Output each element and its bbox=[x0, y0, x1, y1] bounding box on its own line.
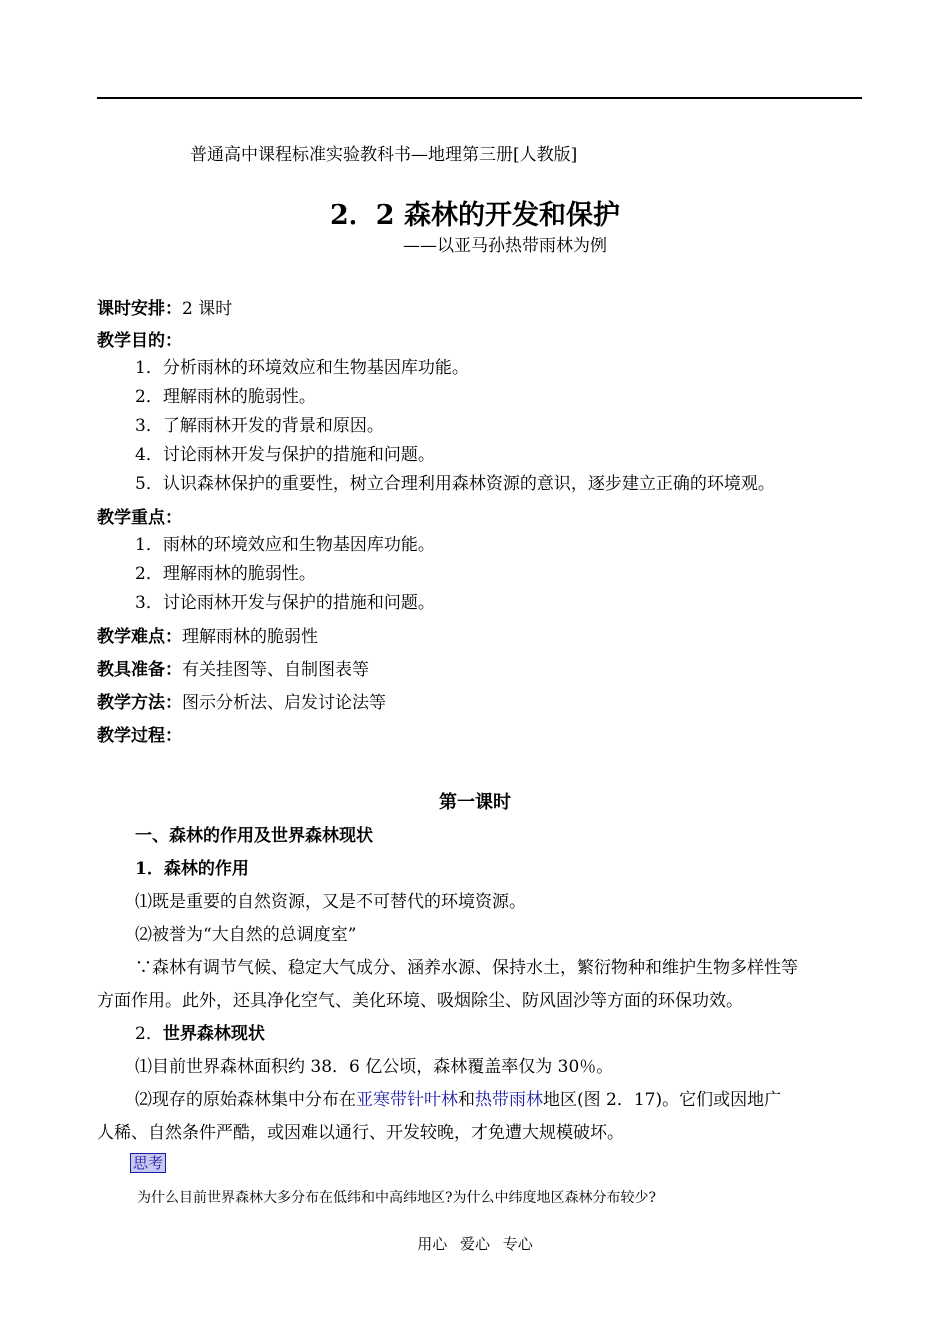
subsection-heading: 1．森林的作用 bbox=[135, 859, 249, 879]
objective-item: 2．理解雨林的脆弱性。 bbox=[135, 387, 316, 407]
objective-item: 1．分析雨林的环境效应和生物基因库功能。 bbox=[135, 358, 469, 378]
header-rule bbox=[97, 97, 862, 99]
subsection-title: 世界森林现状 bbox=[162, 1024, 265, 1044]
schedule-line bbox=[97, 294, 232, 319]
textbook-header: 普通高中课程标准实验教科书—地理第三册[人教版] bbox=[190, 145, 578, 165]
key-points-label: 教学重点： bbox=[97, 508, 182, 528]
difficulty-line bbox=[97, 622, 318, 647]
schedule-label: 课时安排： bbox=[97, 299, 182, 319]
text-segment: 地区(图 2．17)。它们或因地广 bbox=[543, 1090, 782, 1110]
paragraph: ∵森林有调节气候、稳定大气成分、涵养水源、保持水土，繁衍物种和维护生物多样性等 bbox=[135, 958, 798, 978]
text-segment: ⑵现存的原始森林集中分布在 bbox=[135, 1090, 356, 1110]
page-footer: 用心 爱心 专心 bbox=[417, 1235, 533, 1253]
subsection-heading-2 bbox=[135, 1019, 265, 1044]
paragraph: ⑴目前世界森林面积约 38．6 亿公顷，森林覆盖率仅为 30％。 bbox=[135, 1057, 614, 1077]
key-point-item: 3．讨论雨林开发与保护的措施和问题。 bbox=[135, 593, 435, 613]
section-heading: 一、森林的作用及世界森林现状 bbox=[135, 826, 373, 846]
tools-line bbox=[97, 655, 369, 680]
key-point-item: 1．雨林的环境效应和生物基因库功能。 bbox=[135, 535, 435, 555]
process-heading bbox=[97, 721, 182, 746]
process-label: 教学过程： bbox=[97, 726, 182, 746]
methods-value: 图示分析法、启发讨论法等 bbox=[182, 693, 386, 713]
paragraph-continuation: 方面作用。此外，还具净化空气、美化环境、吸烟除尘、防风固沙等方面的环保功效。 bbox=[97, 991, 743, 1011]
link-taiga[interactable]: 亚寒带针叶林 bbox=[356, 1090, 458, 1110]
tools-label: 教具准备： bbox=[97, 660, 182, 680]
paragraph: ⑴既是重要的自然资源，又是不可替代的环境资源。 bbox=[135, 892, 526, 912]
methods-label: 教学方法： bbox=[97, 693, 182, 713]
link-rainforest[interactable]: 热带雨林 bbox=[475, 1090, 543, 1110]
text-segment: 和 bbox=[458, 1090, 475, 1110]
schedule-value: 2 课时 bbox=[182, 299, 233, 319]
key-point-item: 2．理解雨林的脆弱性。 bbox=[135, 564, 316, 584]
page-title: 2．2 森林的开发和保护 bbox=[330, 200, 620, 231]
methods-line bbox=[97, 688, 386, 713]
lesson-title: 第一课时 bbox=[439, 792, 511, 813]
paragraph-continuation: 人稀、自然条件严酷，或因难以通行、开发较晚，才免遭大规模破坏。 bbox=[97, 1123, 624, 1143]
subsection-number: 2． bbox=[135, 1024, 163, 1044]
tools-value: 有关挂图等、自制图表等 bbox=[182, 660, 369, 680]
difficulty-label: 教学难点： bbox=[97, 627, 182, 647]
objective-item: 3．了解雨林开发的背景和原因。 bbox=[135, 416, 384, 436]
paragraph: ⑵被誉为“大自然的总调度室” bbox=[135, 925, 357, 945]
difficulty-value: 理解雨林的脆弱性 bbox=[182, 627, 318, 647]
think-question: 为什么目前世界森林大多分布在低纬和中高纬地区?为什么中纬度地区森林分布较少? bbox=[137, 1190, 657, 1206]
key-points-heading bbox=[97, 503, 182, 528]
objectives-label: 教学目的： bbox=[97, 331, 182, 351]
objectives-heading bbox=[97, 326, 182, 351]
paragraph-with-links bbox=[135, 1085, 781, 1110]
objective-item: 4．讨论雨林开发与保护的措施和问题。 bbox=[135, 445, 435, 465]
page-subtitle: ——以亚马孙热带雨林为例 bbox=[403, 236, 607, 256]
objective-item: 5．认识森林保护的重要性，树立合理利用森林资源的意识，逐步建立正确的环境观。 bbox=[135, 474, 775, 494]
think-label[interactable]: 思考 bbox=[130, 1153, 166, 1173]
